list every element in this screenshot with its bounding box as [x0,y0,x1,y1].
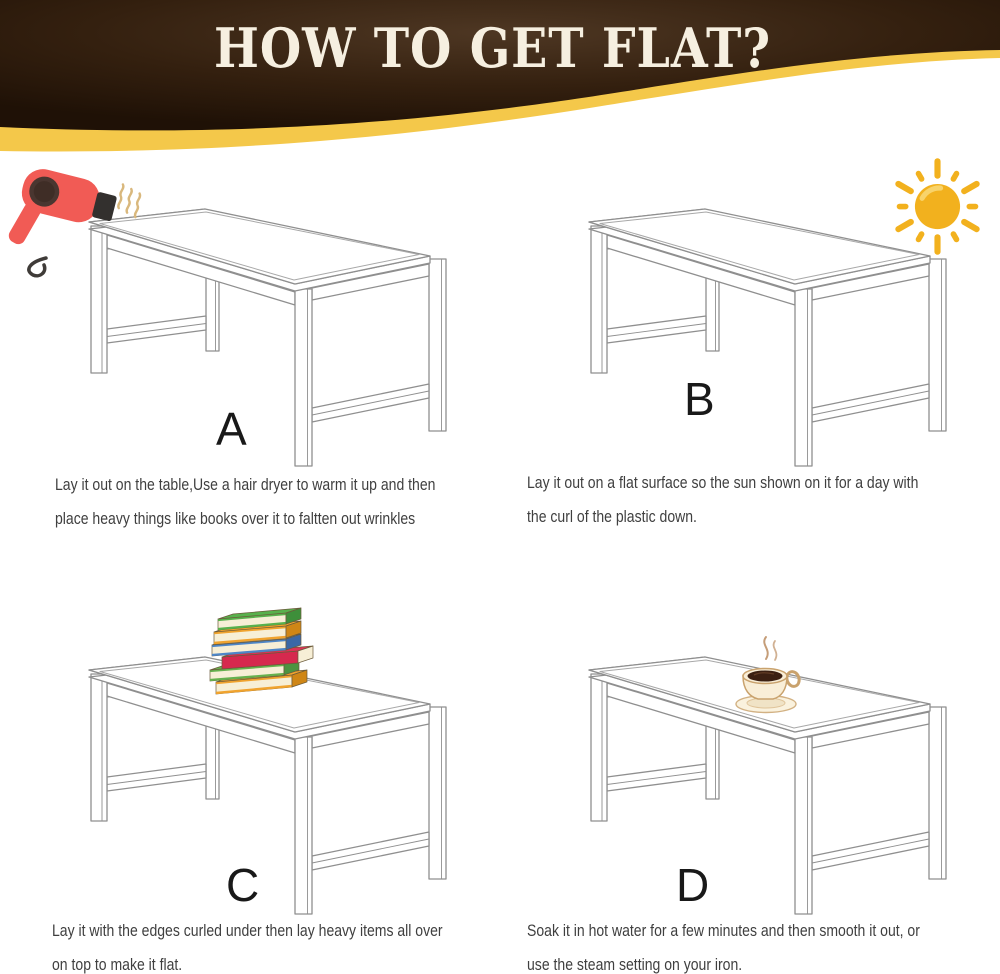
caption-line: on top to make it flat. [52,956,183,974]
dryer-cord [29,258,46,276]
coffee-cup-icon [720,634,820,719]
method-caption-b [527,466,918,534]
caption-line: Soak it in hot water for a few minutes and then smooth it out, or [527,922,920,940]
hair-dryer-icon [6,158,146,288]
caption-line: the curl of the plastic down. [527,508,697,526]
method-letter-b: B [684,373,715,425]
steam [764,637,776,660]
caption-line: Lay it out on the table,Use a hair dryer to warm it up and then [55,476,436,494]
caption-line: Lay it with the edges curled under then lay heavy items all over [52,922,443,940]
caption-line: Lay it out on a flat surface so the sun shown on it for a day with [527,474,919,492]
method-letter-a: A [216,403,247,455]
method-letter-d: D [676,859,710,911]
heat-waves-icon [117,184,142,217]
method-caption-a [55,468,435,536]
caption-line: place heavy things like books over it to faltten out wrinkles [55,510,416,528]
sun-icon [880,148,995,263]
method-caption-d [527,914,920,974]
books-icon [198,596,333,718]
method-caption-c [52,914,443,974]
caption-line: use the steam setting on your iron. [527,956,743,974]
page-title: HOW TO GET FLAT? [214,16,771,80]
method-letter-c: C [226,859,260,911]
header [0,0,1000,175]
